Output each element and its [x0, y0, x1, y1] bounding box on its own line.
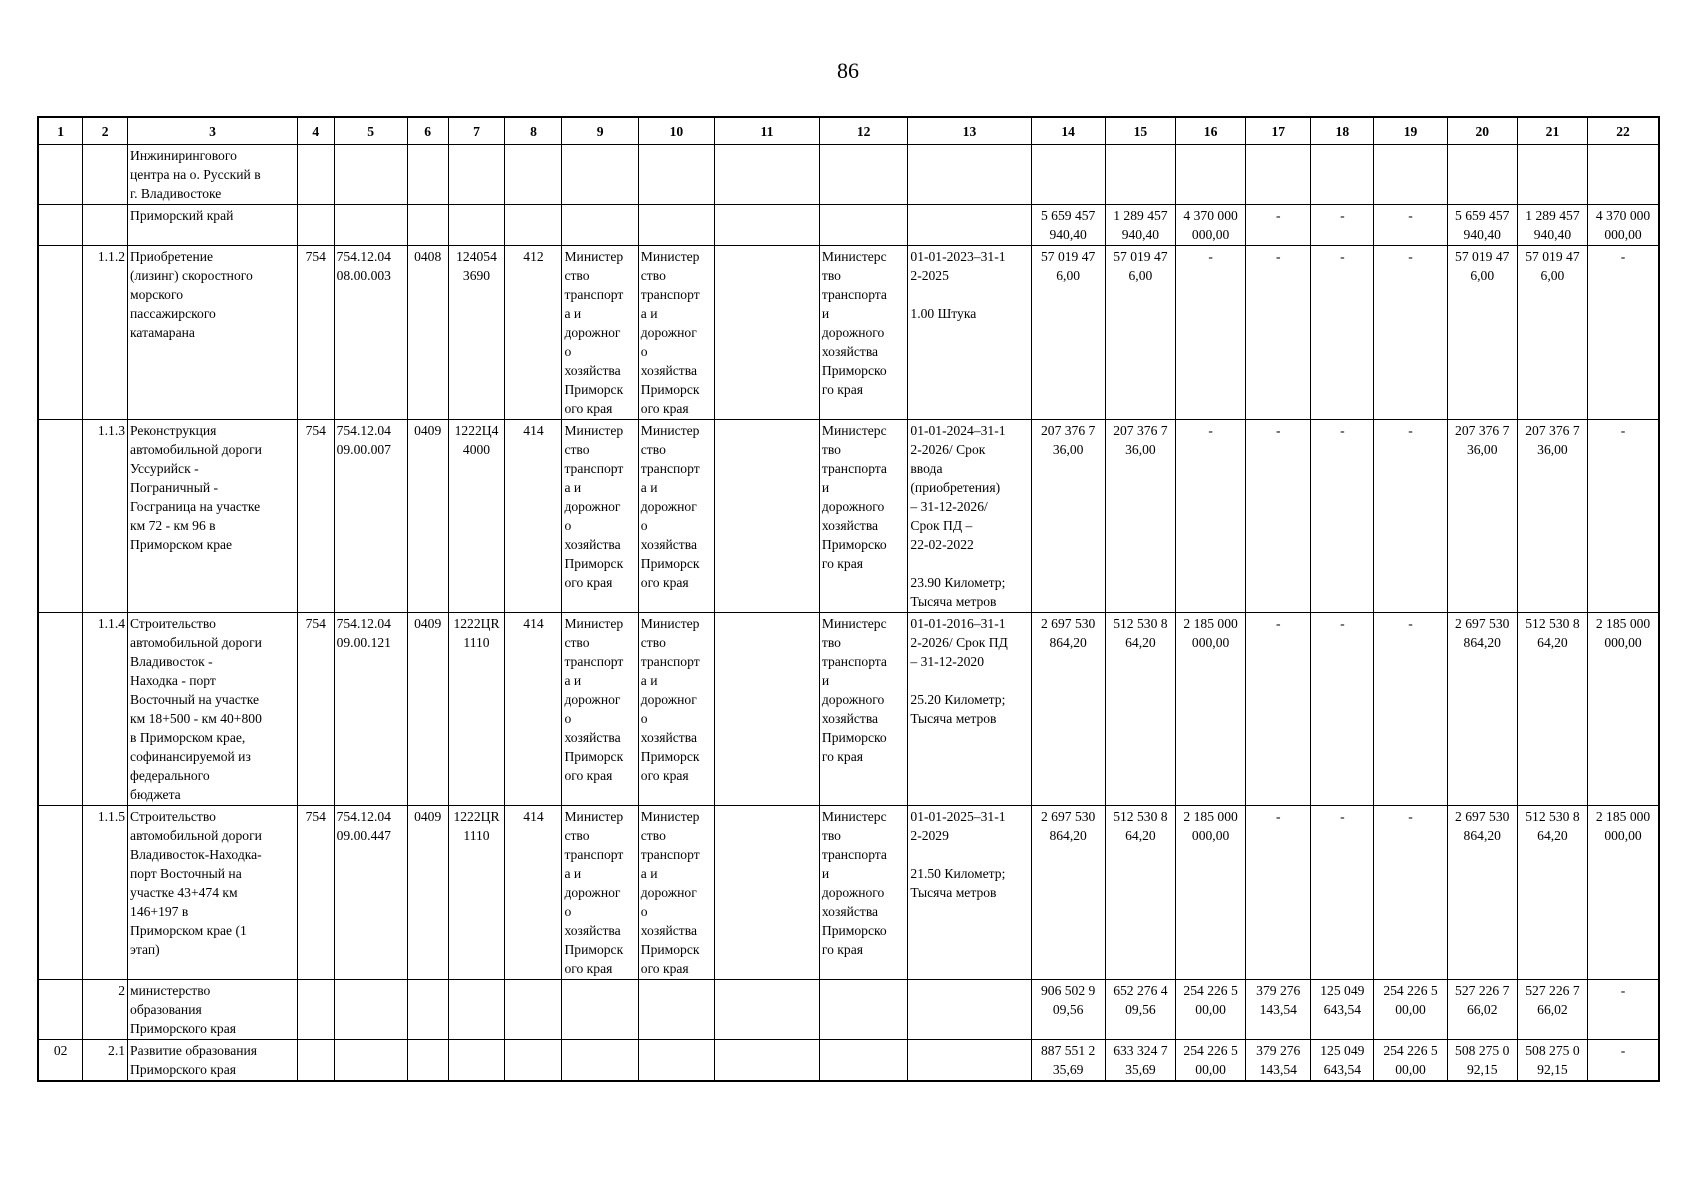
- table-cell-col12: [819, 1040, 908, 1082]
- table-cell-col7: [448, 1040, 505, 1082]
- column-header-19: 19: [1374, 117, 1447, 145]
- table-cell-col1: [38, 420, 83, 613]
- budget-table: [37, 116, 1660, 1082]
- table-cell-col2: [83, 205, 128, 246]
- table-cell-col15: 1 289 457 940,40: [1105, 205, 1175, 246]
- table-cell-col13: [908, 145, 1031, 205]
- table-cell-col16: [1176, 145, 1246, 205]
- table-cell-col8: [505, 1040, 562, 1082]
- table-cell-col20: 57 019 47 6,00: [1447, 246, 1517, 420]
- table-cell-col16: -: [1176, 420, 1246, 613]
- table-cell-col6: [407, 1040, 448, 1082]
- table-cell-col22: 4 370 000 000,00: [1588, 205, 1659, 246]
- table-cell-col19: [1374, 145, 1447, 205]
- table-body: [38, 145, 1659, 1082]
- table-cell-col9: Министер ство транспорт а и дорожног о хозяйства Приморск ого края: [562, 806, 638, 980]
- table-cell-col10: Министер ство транспорт а и дорожног о хозяйства Приморск ого края: [638, 420, 714, 613]
- table-cell-col13: [908, 205, 1031, 246]
- table-cell-col19: -: [1374, 613, 1447, 806]
- table-cell-col21: 1 289 457 940,40: [1517, 205, 1587, 246]
- table-cell-col20: 207 376 7 36,00: [1447, 420, 1517, 613]
- table-cell-col19: -: [1374, 420, 1447, 613]
- table-cell-col7: 1222Ц4 4000: [448, 420, 505, 613]
- table-cell-col18: -: [1311, 806, 1374, 980]
- table-cell-col5: [334, 205, 407, 246]
- table-cell-col2: 2.1: [83, 1040, 128, 1082]
- column-header-9: 9: [562, 117, 638, 145]
- table-cell-col8: 412: [505, 246, 562, 420]
- table-cell-col3: Строительство автомобильной дороги Владивосток - Находка - порт Восточный на участке км 18+500 - км 40+800 в Приморском крае, софинансируемой из федерального бюджета: [128, 613, 298, 806]
- table-cell-col17: 379 276 143,54: [1246, 980, 1311, 1040]
- table-cell-col6: [407, 205, 448, 246]
- table-cell-col10: Министер ство транспорт а и дорожног о хозяйства Приморск ого края: [638, 613, 714, 806]
- table-cell-col3: Приморский край: [128, 205, 298, 246]
- table-cell-col20: 2 697 530 864,20: [1447, 806, 1517, 980]
- table-cell-col3: министерство образования Приморского края: [128, 980, 298, 1040]
- table-cell-col18: 125 049 643,54: [1311, 980, 1374, 1040]
- table-cell-col3: Развитие образования Приморского края: [128, 1040, 298, 1082]
- table-cell-col14: [1031, 145, 1105, 205]
- table-row: [38, 980, 1659, 1040]
- table-cell-col15: 207 376 7 36,00: [1105, 420, 1175, 613]
- table-cell-col22: -: [1588, 420, 1659, 613]
- table-row: [38, 806, 1659, 980]
- table-cell-col12: [819, 205, 908, 246]
- table-cell-col12: Министерс тво транспорта и дорожного хозяйства Приморско го края: [819, 806, 908, 980]
- table-cell-col17: -: [1246, 205, 1311, 246]
- table-cell-col16: 254 226 5 00,00: [1176, 1040, 1246, 1082]
- table-cell-col20: 508 275 0 92,15: [1447, 1040, 1517, 1082]
- table-cell-col3: Строительство автомобильной дороги Владивосток-Находка- порт Восточный на участке 43+474 км 146+197 в Приморском крае (1 этап): [128, 806, 298, 980]
- table-cell-col2: 1.1.4: [83, 613, 128, 806]
- table-cell-col15: [1105, 145, 1175, 205]
- table-cell-col12: Министерс тво транспорта и дорожного хозяйства Приморско го края: [819, 420, 908, 613]
- table-cell-col2: [83, 145, 128, 205]
- table-cell-col22: 2 185 000 000,00: [1588, 613, 1659, 806]
- table-cell-col2: 1.1.2: [83, 246, 128, 420]
- column-header-17: 17: [1246, 117, 1311, 145]
- table-cell-col17: 379 276 143,54: [1246, 1040, 1311, 1082]
- column-header-2: 2: [83, 117, 128, 145]
- table-row: [38, 613, 1659, 806]
- table-cell-col9: [562, 145, 638, 205]
- table-cell-col7: 1222ЦR 1110: [448, 613, 505, 806]
- table-cell-col11: [715, 246, 820, 420]
- table-cell-col21: 207 376 7 36,00: [1517, 420, 1587, 613]
- table-header-row: [38, 117, 1659, 145]
- table-cell-col19: 254 226 5 00,00: [1374, 1040, 1447, 1082]
- table-cell-col21: 512 530 8 64,20: [1517, 806, 1587, 980]
- table-cell-col11: [715, 980, 820, 1040]
- table-cell-col9: [562, 205, 638, 246]
- table-cell-col19: -: [1374, 246, 1447, 420]
- table-cell-col9: [562, 980, 638, 1040]
- column-header-5: 5: [334, 117, 407, 145]
- table-cell-col8: [505, 980, 562, 1040]
- table-cell-col6: 0409: [407, 420, 448, 613]
- table-cell-col11: [715, 205, 820, 246]
- table-cell-col6: [407, 145, 448, 205]
- table-cell-col17: -: [1246, 806, 1311, 980]
- table-cell-col21: [1517, 145, 1587, 205]
- column-header-1: 1: [38, 117, 83, 145]
- table-cell-col21: 508 275 0 92,15: [1517, 1040, 1587, 1082]
- table-cell-col16: 254 226 5 00,00: [1176, 980, 1246, 1040]
- table-cell-col22: [1588, 145, 1659, 205]
- column-header-16: 16: [1176, 117, 1246, 145]
- table-cell-col3: Приобретение (лизинг) скоростного морского пассажирского катамарана: [128, 246, 298, 420]
- table-cell-col5: [334, 980, 407, 1040]
- table-cell-col17: [1246, 145, 1311, 205]
- table-cell-col1: [38, 806, 83, 980]
- table-cell-col4: [297, 1040, 334, 1082]
- table-cell-col4: 754: [297, 806, 334, 980]
- column-header-22: 22: [1588, 117, 1659, 145]
- table-cell-col17: -: [1246, 246, 1311, 420]
- column-header-7: 7: [448, 117, 505, 145]
- table-cell-col9: Министер ство транспорт а и дорожног о хозяйства Приморск ого края: [562, 246, 638, 420]
- table-cell-col4: 754: [297, 246, 334, 420]
- table-cell-col6: 0409: [407, 806, 448, 980]
- table-cell-col19: -: [1374, 205, 1447, 246]
- table-cell-col17: -: [1246, 613, 1311, 806]
- table-cell-col21: 57 019 47 6,00: [1517, 246, 1587, 420]
- table-cell-col18: -: [1311, 420, 1374, 613]
- table-cell-col12: [819, 980, 908, 1040]
- table-cell-col5: 754.12.04 09.00.121: [334, 613, 407, 806]
- table-cell-col10: [638, 980, 714, 1040]
- table-cell-col1: [38, 246, 83, 420]
- table-cell-col2: 1.1.3: [83, 420, 128, 613]
- table-cell-col7: [448, 980, 505, 1040]
- table-cell-col14: 5 659 457 940,40: [1031, 205, 1105, 246]
- column-header-8: 8: [505, 117, 562, 145]
- table-cell-col16: 4 370 000 000,00: [1176, 205, 1246, 246]
- table-cell-col13: 01-01-2016–31-1 2-2026/ Срок ПД – 31-12-2020 25.20 Километр; Тысяча метров: [908, 613, 1031, 806]
- column-header-14: 14: [1031, 117, 1105, 145]
- table-cell-col17: -: [1246, 420, 1311, 613]
- table-cell-col19: -: [1374, 806, 1447, 980]
- table-cell-col11: [715, 145, 820, 205]
- table-cell-col4: 754: [297, 613, 334, 806]
- column-header-12: 12: [819, 117, 908, 145]
- column-header-10: 10: [638, 117, 714, 145]
- table-cell-col15: 57 019 47 6,00: [1105, 246, 1175, 420]
- table-cell-col5: 754.12.04 09.00.447: [334, 806, 407, 980]
- table-cell-col22: -: [1588, 246, 1659, 420]
- table-cell-col9: Министер ство транспорт а и дорожног о хозяйства Приморск ого края: [562, 613, 638, 806]
- table-cell-col5: [334, 145, 407, 205]
- table-cell-col22: -: [1588, 1040, 1659, 1082]
- table-cell-col13: [908, 980, 1031, 1040]
- table-cell-col16: 2 185 000 000,00: [1176, 613, 1246, 806]
- table-cell-col14: 2 697 530 864,20: [1031, 806, 1105, 980]
- table-cell-col22: 2 185 000 000,00: [1588, 806, 1659, 980]
- table-cell-col18: [1311, 145, 1374, 205]
- table-cell-col21: 512 530 8 64,20: [1517, 613, 1587, 806]
- table-cell-col7: 1222ЦR 1110: [448, 806, 505, 980]
- table-cell-col9: Министер ство транспорт а и дорожног о хозяйства Приморск ого края: [562, 420, 638, 613]
- table-cell-col14: 207 376 7 36,00: [1031, 420, 1105, 613]
- column-header-4: 4: [297, 117, 334, 145]
- table-cell-col1: 02: [38, 1040, 83, 1082]
- table-cell-col8: 414: [505, 420, 562, 613]
- table-cell-col1: [38, 613, 83, 806]
- column-header-13: 13: [908, 117, 1031, 145]
- table-row: [38, 246, 1659, 420]
- table-cell-col12: Министерс тво транспорта и дорожного хозяйства Приморско го края: [819, 613, 908, 806]
- table-cell-col7: [448, 145, 505, 205]
- table-cell-col20: [1447, 145, 1517, 205]
- table-cell-col15: 633 324 7 35,69: [1105, 1040, 1175, 1082]
- table-cell-col8: [505, 205, 562, 246]
- table-cell-col3: Инжинирингового центра на о. Русский в г. Владивостоке: [128, 145, 298, 205]
- table-cell-col12: [819, 145, 908, 205]
- table-cell-col14: 2 697 530 864,20: [1031, 613, 1105, 806]
- table-cell-col4: 754: [297, 420, 334, 613]
- table-cell-col16: 2 185 000 000,00: [1176, 806, 1246, 980]
- table-cell-col18: -: [1311, 205, 1374, 246]
- column-header-18: 18: [1311, 117, 1374, 145]
- table-cell-col10: Министер ство транспорт а и дорожног о хозяйства Приморск ого края: [638, 246, 714, 420]
- table-cell-col10: [638, 1040, 714, 1082]
- table-cell-col6: [407, 980, 448, 1040]
- table-cell-col18: -: [1311, 246, 1374, 420]
- table-cell-col11: [715, 806, 820, 980]
- table-cell-col6: 0408: [407, 246, 448, 420]
- table-cell-col14: 887 551 2 35,69: [1031, 1040, 1105, 1082]
- table-cell-col7: 124054 3690: [448, 246, 505, 420]
- column-header-20: 20: [1447, 117, 1517, 145]
- table-cell-col18: -: [1311, 613, 1374, 806]
- table-cell-col8: 414: [505, 806, 562, 980]
- table-cell-col14: 57 019 47 6,00: [1031, 246, 1105, 420]
- table-row: [38, 1040, 1659, 1082]
- table-cell-col11: [715, 613, 820, 806]
- table-cell-col13: 01-01-2023–31-1 2-2025 1.00 Штука: [908, 246, 1031, 420]
- table-cell-col15: 512 530 8 64,20: [1105, 613, 1175, 806]
- table-cell-col11: [715, 1040, 820, 1082]
- table-cell-col2: 2: [83, 980, 128, 1040]
- table-cell-col1: [38, 145, 83, 205]
- column-header-6: 6: [407, 117, 448, 145]
- table-cell-col21: 527 226 7 66,02: [1517, 980, 1587, 1040]
- table-cell-col5: 754.12.04 08.00.003: [334, 246, 407, 420]
- table-cell-col9: [562, 1040, 638, 1082]
- table-row: [38, 420, 1659, 613]
- table-cell-col4: [297, 145, 334, 205]
- table-cell-col20: 2 697 530 864,20: [1447, 613, 1517, 806]
- column-header-21: 21: [1517, 117, 1587, 145]
- table-cell-col22: -: [1588, 980, 1659, 1040]
- table-cell-col16: -: [1176, 246, 1246, 420]
- table-cell-col10: [638, 145, 714, 205]
- table-cell-col14: 906 502 9 09,56: [1031, 980, 1105, 1040]
- column-header-15: 15: [1105, 117, 1175, 145]
- table-cell-col15: 512 530 8 64,20: [1105, 806, 1175, 980]
- table-cell-col11: [715, 420, 820, 613]
- table-cell-col20: 527 226 7 66,02: [1447, 980, 1517, 1040]
- column-header-11: 11: [715, 117, 820, 145]
- table-cell-col12: Министерс тво транспорта и дорожного хозяйства Приморско го края: [819, 246, 908, 420]
- table-cell-col13: 01-01-2024–31-1 2-2026/ Срок ввода (приобретения) – 31-12-2026/ Срок ПД – 22-02-2022 23.90 Километр; Тысяча метров: [908, 420, 1031, 613]
- table-cell-col4: [297, 205, 334, 246]
- table-cell-col20: 5 659 457 940,40: [1447, 205, 1517, 246]
- table-cell-col5: 754.12.04 09.00.007: [334, 420, 407, 613]
- table-cell-col7: [448, 205, 505, 246]
- page-number: 86: [837, 58, 859, 83]
- table-cell-col1: [38, 205, 83, 246]
- table-row: [38, 145, 1659, 205]
- table-cell-col15: 652 276 4 09,56: [1105, 980, 1175, 1040]
- table-cell-col10: Министер ство транспорт а и дорожног о хозяйства Приморск ого края: [638, 806, 714, 980]
- table-cell-col8: [505, 145, 562, 205]
- table-row: [38, 205, 1659, 246]
- table-cell-col2: 1.1.5: [83, 806, 128, 980]
- table-cell-col18: 125 049 643,54: [1311, 1040, 1374, 1082]
- table-cell-col13: [908, 1040, 1031, 1082]
- table-cell-col10: [638, 205, 714, 246]
- table-cell-col19: 254 226 5 00,00: [1374, 980, 1447, 1040]
- table-cell-col6: 0409: [407, 613, 448, 806]
- table-cell-col1: [38, 980, 83, 1040]
- table-cell-col13: 01-01-2025–31-1 2-2029 21.50 Километр; Тысяча метров: [908, 806, 1031, 980]
- table-cell-col8: 414: [505, 613, 562, 806]
- column-header-3: 3: [128, 117, 298, 145]
- table-cell-col4: [297, 980, 334, 1040]
- table-cell-col5: [334, 1040, 407, 1082]
- table-cell-col3: Реконструкция автомобильной дороги Уссурийск - Пограничный - Госграница на участке км 72 - км 96 в Приморском крае: [128, 420, 298, 613]
